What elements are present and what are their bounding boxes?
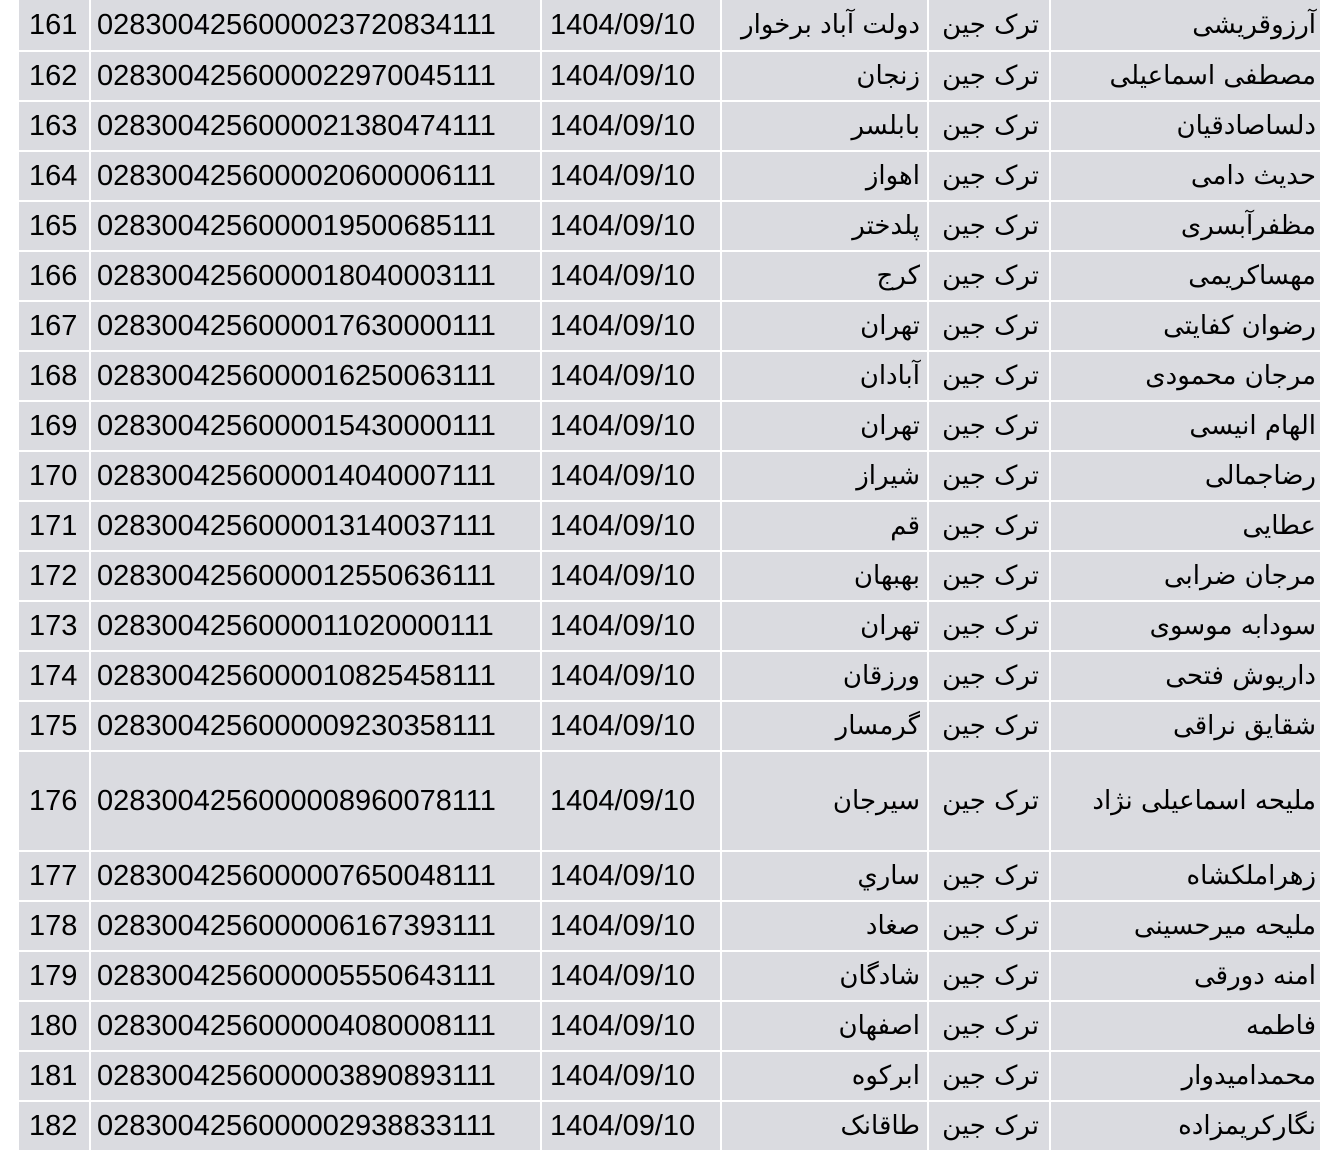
date-cell: 1404/09/10 xyxy=(541,351,721,401)
table-row xyxy=(19,751,1320,851)
city-cell: صغاد xyxy=(721,901,928,951)
city-cell: ابرکوه xyxy=(721,1051,928,1101)
date-cell: 1404/09/10 xyxy=(541,151,721,201)
table-row xyxy=(19,1051,1320,1101)
city-cell: تهران xyxy=(721,401,928,451)
table-row xyxy=(19,201,1320,251)
tracking-code-cell: 0283004256000017630000111 xyxy=(90,301,541,351)
tracking-code-cell: 0283004256000008960078111 xyxy=(90,751,541,851)
table-row xyxy=(19,351,1320,401)
date-cell: 1404/09/10 xyxy=(541,401,721,451)
name-cell: محمدامیدوار xyxy=(1050,1051,1320,1101)
name-cell: نگارکریمزاده xyxy=(1050,1101,1320,1151)
table-row xyxy=(19,251,1320,301)
city-cell: پلدختر xyxy=(721,201,928,251)
city-cell: گرمسار xyxy=(721,701,928,751)
date-cell: 1404/09/10 xyxy=(541,451,721,501)
table-row xyxy=(19,501,1320,551)
name-cell: حدیث دامی xyxy=(1050,151,1320,201)
company-cell: ترک جین xyxy=(928,701,1050,751)
tracking-code-cell: 0283004256000006167393111 xyxy=(90,901,541,951)
name-cell: مرجان ضرابی xyxy=(1050,551,1320,601)
date-cell: 1404/09/10 xyxy=(541,101,721,151)
name-cell: زهراملکشاه xyxy=(1050,851,1320,901)
date-cell: 1404/09/10 xyxy=(541,201,721,251)
name-cell: مظفرآبسری xyxy=(1050,201,1320,251)
tracking-code-cell: 0283004256000014040007111 xyxy=(90,451,541,501)
row-number-cell: 177 xyxy=(19,851,90,901)
table-row xyxy=(19,901,1320,951)
tracking-code-cell: 0283004256000003890893111 xyxy=(90,1051,541,1101)
date-cell: 1404/09/10 xyxy=(541,501,721,551)
company-cell: ترک جین xyxy=(928,451,1050,501)
tracking-code-cell: 0283004256000002938833111 xyxy=(90,1101,541,1151)
company-cell: ترک جین xyxy=(928,351,1050,401)
name-cell: رضوان کفایتی xyxy=(1050,301,1320,351)
name-cell: رضاجمالی xyxy=(1050,451,1320,501)
date-cell: 1404/09/10 xyxy=(541,601,721,651)
records-table-body xyxy=(19,0,1320,1151)
date-cell: 1404/09/10 xyxy=(541,51,721,101)
row-number-cell: 167 xyxy=(19,301,90,351)
row-number-cell: 171 xyxy=(19,501,90,551)
company-cell: ترک جین xyxy=(928,651,1050,701)
date-cell: 1404/09/10 xyxy=(541,851,721,901)
name-cell xyxy=(1050,751,1320,851)
company-cell: ترک جین xyxy=(928,1001,1050,1051)
row-number-cell: 181 xyxy=(19,1051,90,1101)
row-number-cell: 174 xyxy=(19,651,90,701)
company-cell: ترک جین xyxy=(928,1051,1050,1101)
table-row xyxy=(19,851,1320,901)
company-cell: ترک جین xyxy=(928,601,1050,651)
records-table xyxy=(19,0,1320,1152)
table-row xyxy=(19,951,1320,1001)
row-number-cell: 162 xyxy=(19,51,90,101)
tracking-code-cell: 0283004256000010825458111 xyxy=(90,651,541,701)
date-cell: 1404/09/10 xyxy=(541,1051,721,1101)
table-row xyxy=(19,651,1320,701)
row-number-cell: 178 xyxy=(19,901,90,951)
city-cell: طاقانک xyxy=(721,1101,928,1151)
row-number-cell: 173 xyxy=(19,601,90,651)
city-cell: ساري xyxy=(721,851,928,901)
tracking-code-cell: 0283004256000004080008111 xyxy=(90,1001,541,1051)
name-cell: مهساکریمی xyxy=(1050,251,1320,301)
table-row xyxy=(19,301,1320,351)
row-number-cell: 163 xyxy=(19,101,90,151)
table-row xyxy=(19,551,1320,601)
table-row xyxy=(19,451,1320,501)
date-cell: 1404/09/10 xyxy=(541,1001,721,1051)
table-row xyxy=(19,401,1320,451)
table-row xyxy=(19,701,1320,751)
city-cell: اصفهان xyxy=(721,1001,928,1051)
name-cell: شقایق نراقی xyxy=(1050,701,1320,751)
company-cell: ترک جین xyxy=(928,201,1050,251)
date-cell: 1404/09/10 xyxy=(541,0,721,51)
company-cell: ترک جین xyxy=(928,401,1050,451)
city-cell: شادگان xyxy=(721,951,928,1001)
row-number-cell: 182 xyxy=(19,1101,90,1151)
company-cell: ترک جین xyxy=(928,251,1050,301)
date-cell: 1404/09/10 xyxy=(541,901,721,951)
city-cell: کرج xyxy=(721,251,928,301)
row-number-cell: 170 xyxy=(19,451,90,501)
table-row xyxy=(19,601,1320,651)
tracking-code-cell: 0283004256000022970045111 xyxy=(90,51,541,101)
city-cell: شیراز xyxy=(721,451,928,501)
city-cell: تهران xyxy=(721,601,928,651)
name-cell: مصطفی اسماعیلی xyxy=(1050,51,1320,101)
city-cell: بهبهان xyxy=(721,551,928,601)
tracking-code-cell: 0283004256000013140037111 xyxy=(90,501,541,551)
company-cell: ترک جین xyxy=(928,751,1050,851)
company-cell: ترک جین xyxy=(928,901,1050,951)
city-cell: زنجان xyxy=(721,51,928,101)
city-cell: تهران xyxy=(721,301,928,351)
name-cell: سودابه موسوی xyxy=(1050,601,1320,651)
company-cell: ترک جین xyxy=(928,1101,1050,1151)
company-cell: ترک جین xyxy=(928,951,1050,1001)
name-cell: الهام انیسی xyxy=(1050,401,1320,451)
name-cell: ملیحه میرحسینی xyxy=(1050,901,1320,951)
row-number-cell: 164 xyxy=(19,151,90,201)
tracking-code-cell: 0283004256000005550643111 xyxy=(90,951,541,1001)
row-number-cell: 175 xyxy=(19,701,90,751)
name-cell: داریوش فتحی xyxy=(1050,651,1320,701)
row-number-cell: 172 xyxy=(19,551,90,601)
tracking-code-cell: 0283004256000018040003111 xyxy=(90,251,541,301)
name-text: ملیحه اسماعیلی نژاد xyxy=(1092,786,1316,816)
tracking-code-cell: 0283004256000021380474111 xyxy=(90,101,541,151)
date-cell: 1404/09/10 xyxy=(541,951,721,1001)
tracking-code-cell: 0283004256000009230358111 xyxy=(90,701,541,751)
name-cell: دلساصادقیان xyxy=(1050,101,1320,151)
name-cell: عطایی xyxy=(1050,501,1320,551)
table-row xyxy=(19,1101,1320,1151)
tracking-code-cell: 0283004256000019500685111 xyxy=(90,201,541,251)
tracking-code-cell: 0283004256000015430000111 xyxy=(90,401,541,451)
date-cell: 1404/09/10 xyxy=(541,551,721,601)
company-cell: ترک جین xyxy=(928,851,1050,901)
row-number-cell: 165 xyxy=(19,201,90,251)
city-cell: آبادان xyxy=(721,351,928,401)
table-row xyxy=(19,1001,1320,1051)
name-cell: امنه دورقی xyxy=(1050,951,1320,1001)
row-number-cell: 176 xyxy=(19,751,90,851)
date-cell: 1404/09/10 xyxy=(541,701,721,751)
name-cell: فاطمه xyxy=(1050,1001,1320,1051)
date-cell: 1404/09/10 xyxy=(541,1101,721,1151)
city-cell: اهواز xyxy=(721,151,928,201)
table-row xyxy=(19,51,1320,101)
row-number-cell: 166 xyxy=(19,251,90,301)
tracking-code-cell: 0283004256000020600006111 xyxy=(90,151,541,201)
tracking-code-cell: 0283004256000016250063111 xyxy=(90,351,541,401)
city-cell: سیرجان xyxy=(721,751,928,851)
row-number-cell: 161 xyxy=(19,0,90,51)
tracking-code-cell: 0283004256000023720834111 xyxy=(90,0,541,51)
company-cell: ترک جین xyxy=(928,151,1050,201)
city-cell: بابلسر xyxy=(721,101,928,151)
date-cell: 1404/09/10 xyxy=(541,651,721,701)
company-cell: ترک جین xyxy=(928,0,1050,51)
tracking-code-cell: 0283004256000011020000111 xyxy=(90,601,541,651)
company-cell: ترک جین xyxy=(928,501,1050,551)
row-number-cell: 179 xyxy=(19,951,90,1001)
city-cell: قم xyxy=(721,501,928,551)
table-row xyxy=(19,101,1320,151)
table-row xyxy=(19,0,1320,51)
row-number-cell: 169 xyxy=(19,401,90,451)
company-cell: ترک جین xyxy=(928,51,1050,101)
company-cell: ترک جین xyxy=(928,101,1050,151)
city-cell: دولت آباد برخوار xyxy=(721,0,928,51)
date-cell: 1404/09/10 xyxy=(541,251,721,301)
name-cell: آرزوقریشی xyxy=(1050,0,1320,51)
tracking-code-cell: 0283004256000007650048111 xyxy=(90,851,541,901)
row-number-cell: 168 xyxy=(19,351,90,401)
company-cell: ترک جین xyxy=(928,551,1050,601)
city-cell: ورزقان xyxy=(721,651,928,701)
name-cell: مرجان محمودی xyxy=(1050,351,1320,401)
row-number-cell: 180 xyxy=(19,1001,90,1051)
company-cell: ترک جین xyxy=(928,301,1050,351)
tracking-code-cell: 0283004256000012550636111 xyxy=(90,551,541,601)
table-row xyxy=(19,151,1320,201)
date-cell: 1404/09/10 xyxy=(541,751,721,851)
date-cell: 1404/09/10 xyxy=(541,301,721,351)
